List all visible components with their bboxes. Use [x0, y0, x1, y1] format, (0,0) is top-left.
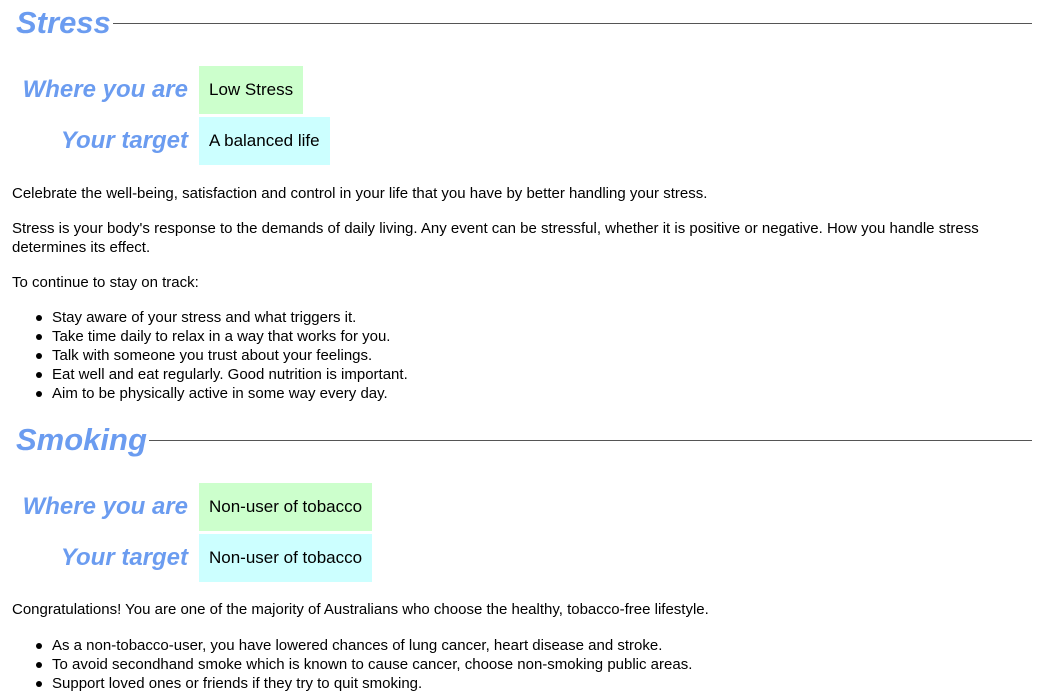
- bullet-icon: [36, 662, 42, 668]
- stress-tip-text: Take time daily to relax in a way that works for you.: [52, 328, 391, 345]
- stress-paragraph-3: To continue to stay on track:: [12, 274, 199, 291]
- smoking-section-title: Smoking: [16, 420, 149, 460]
- stress-tip-text: Stay aware of your stress and what triggers it.: [52, 309, 357, 326]
- stress-section-divider: [113, 23, 1032, 24]
- smoking-section-divider: [149, 440, 1032, 441]
- list-item: [12, 636, 692, 655]
- list-item: [12, 384, 408, 403]
- stress-tip-text: Aim to be physically active in some way every day.: [52, 385, 388, 402]
- bullet-icon: [36, 372, 42, 378]
- bullet-icon: [36, 643, 42, 649]
- stress-section-title: Stress: [16, 3, 113, 43]
- stress-target-label: Your target: [60, 127, 188, 154]
- smoking-target-value: Non-user of tobacco: [199, 534, 372, 582]
- smoking-tip-text: Support loved ones or friends if they try to quit smoking.: [52, 675, 423, 692]
- smoking-section-header: [0, 420, 1044, 460]
- stress-tips-list: [12, 308, 408, 403]
- smoking-tips-list: [12, 636, 692, 693]
- bullet-icon: [36, 391, 42, 397]
- smoking-where-label: Where you are: [22, 493, 188, 520]
- list-item: [12, 327, 408, 346]
- stress-section-header: [0, 3, 1044, 43]
- list-item: [12, 674, 692, 693]
- stress-tip-text: Talk with someone you trust about your feelings.: [52, 347, 373, 364]
- smoking-target-label: Your target: [60, 544, 188, 571]
- list-item: [12, 346, 408, 365]
- stress-paragraph-2: Stress is your body's response to the demands of daily living. Any event can be stressful, whether it is positive or negative. How you handle stress determines its effect.: [12, 220, 979, 256]
- smoking-tip-text: To avoid secondhand smoke which is known to cause cancer, choose non-smoking public areas.: [52, 656, 693, 673]
- bullet-icon: [36, 315, 42, 321]
- list-item: [12, 365, 408, 384]
- stress-tip-text: Eat well and eat regularly. Good nutrition is important.: [52, 366, 408, 383]
- list-item: [12, 308, 408, 327]
- smoking-tip-text: As a non-tobacco-user, you have lowered chances of lung cancer, heart disease and stroke.: [52, 637, 663, 654]
- bullet-icon: [36, 334, 42, 340]
- stress-target-value: A balanced life: [199, 117, 330, 165]
- bullet-icon: [36, 681, 42, 687]
- stress-paragraph-1: Celebrate the well-being, satisfaction and control in your life that you have by better handling your stress.: [12, 185, 708, 202]
- list-item: [12, 655, 692, 674]
- bullet-icon: [36, 353, 42, 359]
- smoking-paragraph-1: Congratulations! You are one of the majority of Australians who choose the healthy, tobacco-free lifestyle.: [12, 601, 709, 618]
- stress-where-value: Low Stress: [199, 66, 303, 114]
- smoking-where-value: Non-user of tobacco: [199, 483, 372, 531]
- stress-where-label: Where you are: [22, 76, 188, 103]
